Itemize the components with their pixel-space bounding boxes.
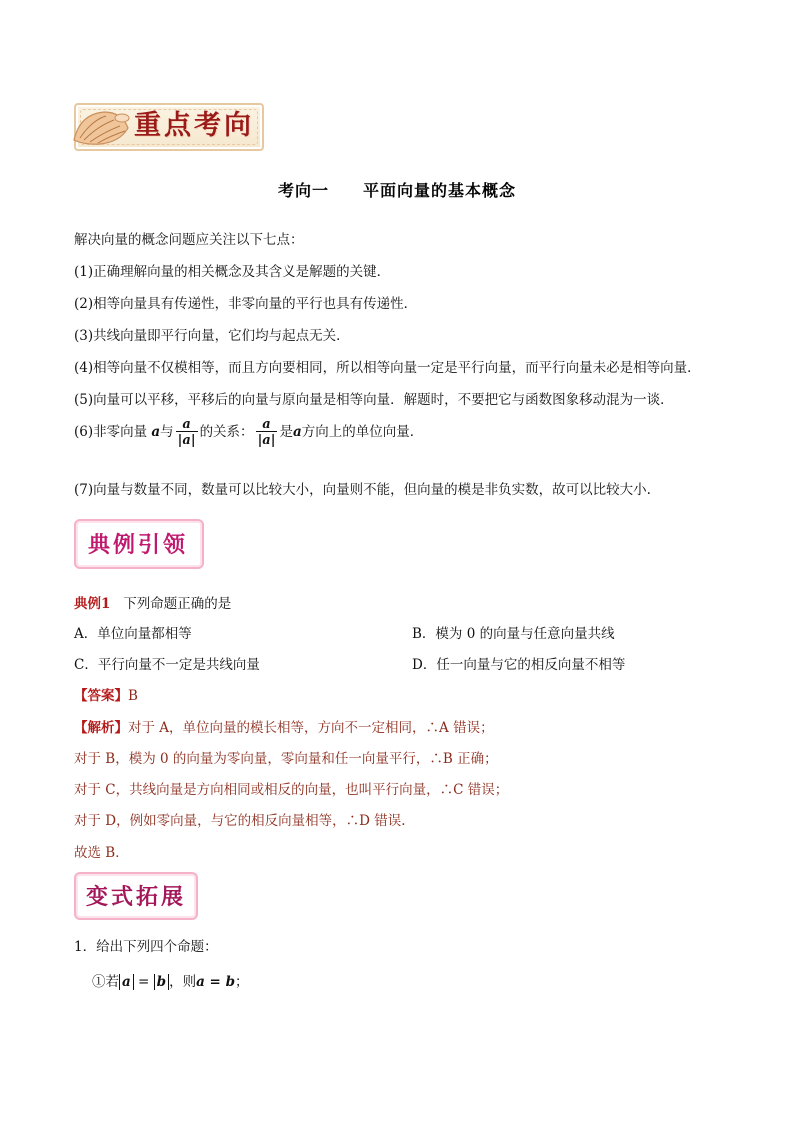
fraction-a-over-abs-a: $\frac{a}{|a|}$ xyxy=(177,417,196,448)
analysis-text-1: 对于 A，单位向量的模长相等，方向不一定相同，∴A 错误； xyxy=(128,720,494,736)
point-2: (2)相等向量具有传递性，非零向量的平行也具有传递性． xyxy=(74,296,418,312)
example-question-line xyxy=(74,592,231,612)
point-5: (5)向量可以平移，平移后的向量与原向量是相等向量．解题时，不要把它与函数图象移动混为一谈． xyxy=(74,392,674,408)
analysis-label: 【解析】 xyxy=(74,720,128,736)
point-7: (7)向量与数量不同，数量可以比较大小，向量则不能，但向量的模是非负实数，故可以比较大小. xyxy=(74,482,651,498)
analysis-line-2: 对于 B，模为 0 的向量为零向量，零向量和任一向量平行，∴B 正确； xyxy=(74,751,498,767)
p6-var-a: a xyxy=(151,424,161,440)
example-header: 典例引领 xyxy=(88,532,189,558)
points-intro: 解决向量的概念问题应关注以下七点： xyxy=(74,232,304,248)
section-heading xyxy=(0,178,794,201)
analysis-line-3: 对于 C，共线向量是方向相同或相反的向量，也叫平行向量，∴C 错误； xyxy=(74,782,509,798)
banner-title: 重点考向 xyxy=(134,110,254,141)
option-d: D．任一向量与它的相反向量不相等 xyxy=(412,657,626,673)
option-a: A．单位向量都相等 xyxy=(74,626,192,642)
abs-a: a xyxy=(119,974,134,990)
p6-is: 是 xyxy=(279,424,293,440)
point-3: (3)共线向量即平行向量，它们均与起点无关． xyxy=(74,328,350,344)
shell-icon xyxy=(70,106,134,148)
p6-relation: 的关系： xyxy=(199,424,254,440)
option-b: B．模为 0 的向量与任意向量共线 xyxy=(412,626,615,642)
abs-b: b xyxy=(154,974,169,990)
point-1: (1)正确理解向量的相关概念及其含义是解题的关键． xyxy=(74,264,391,280)
p6-prefix: (6)非零向量 xyxy=(74,424,148,440)
p6-with: 与 xyxy=(160,424,174,440)
analysis-line-5: 故选 B． xyxy=(74,845,129,861)
example-question: 下列命题正确的是 xyxy=(123,596,232,612)
point-6 xyxy=(74,418,423,447)
point-4: (4)相等向量不仅模相等，而且方向要相同，所以相等向量一定是平行向量，而平行向量未必是相等向量． xyxy=(74,360,701,376)
answer-line xyxy=(74,684,138,704)
s1-mid: ，则 xyxy=(169,974,197,990)
section-label: 考向一 xyxy=(277,181,329,200)
answer-value: B xyxy=(128,688,138,704)
exercise-statement-1 xyxy=(92,970,249,990)
s1-prefix: ①若 xyxy=(92,974,119,990)
fraction-a-over-abs-a-2: $\frac{a}{|a|}$ xyxy=(257,417,276,448)
s1-end: ； xyxy=(235,974,249,990)
exercise-q1: 1．给出下列四个命题： xyxy=(74,939,218,955)
example-label: 典例1 xyxy=(74,596,111,612)
option-c: C．平行向量不一定是共线向量 xyxy=(74,657,260,673)
answer-label: 【答案】 xyxy=(74,688,128,704)
section-title: 平面向量的基本概念 xyxy=(363,181,517,200)
s1-eq: = xyxy=(138,974,150,990)
p6-var-a-2: a xyxy=(292,424,302,440)
variant-header: 变式拓展 xyxy=(86,884,187,910)
s1-conclusion: a = b xyxy=(196,974,236,990)
p6-tail: 方向上的单位向量． xyxy=(301,424,424,440)
analysis-line-1 xyxy=(74,716,494,736)
analysis-line-4: 对于 D，例如零向量，与它的相反向量相等，∴D 错误. xyxy=(74,813,406,829)
